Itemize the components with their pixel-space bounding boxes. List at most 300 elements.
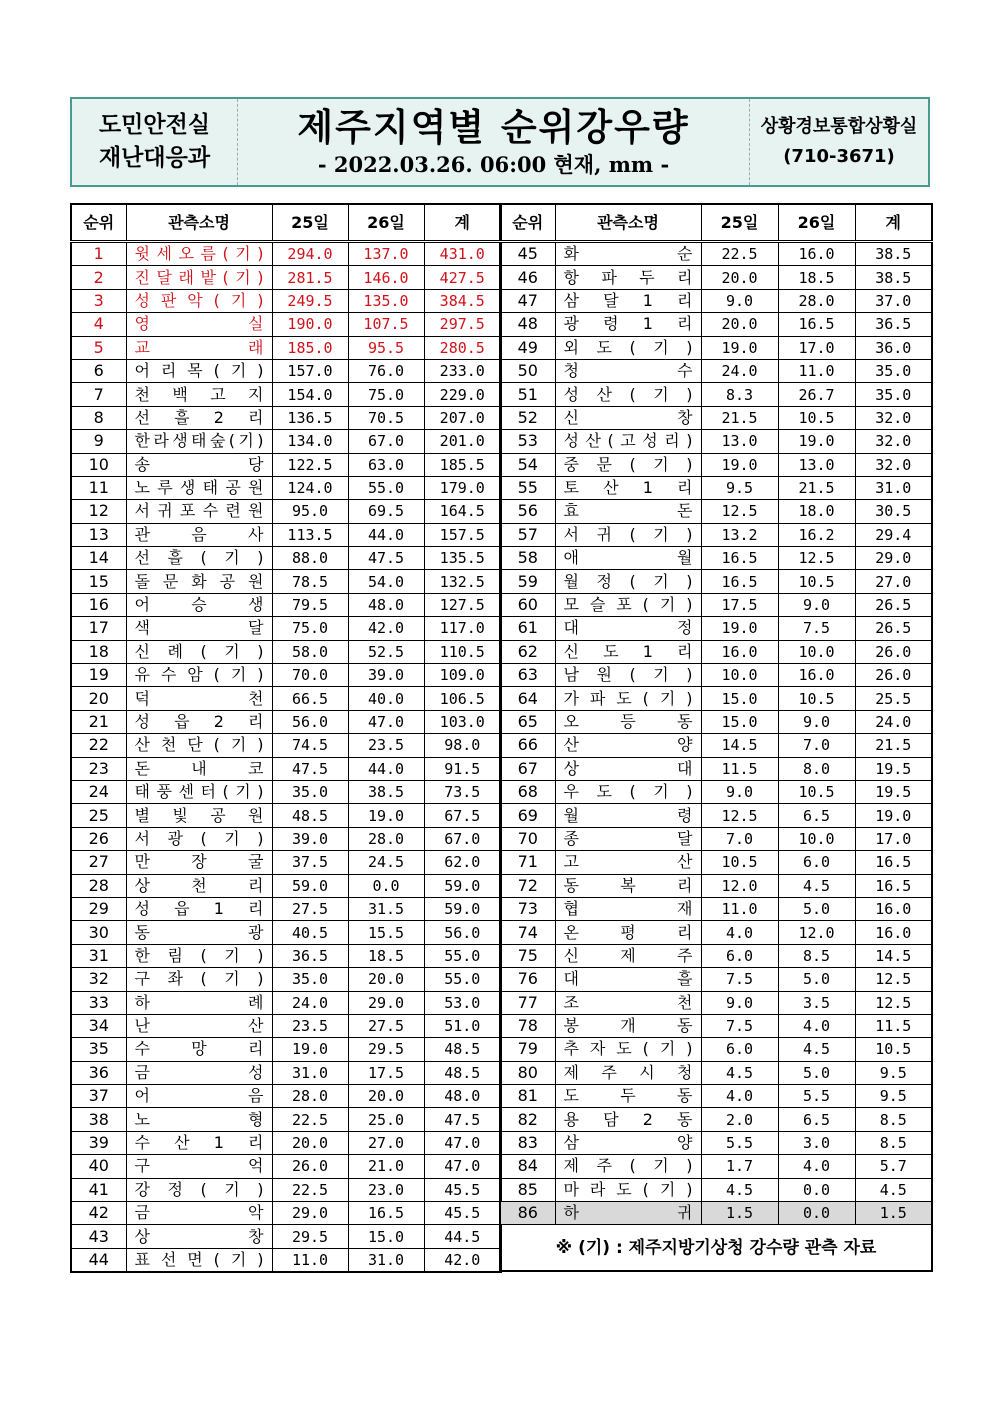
station-name-cell — [126, 1155, 272, 1178]
table-row — [500, 1155, 932, 1178]
value-total: 110.5 — [424, 640, 501, 663]
value-d26: 4.0 — [778, 1014, 855, 1037]
rank-cell: 10 — [71, 453, 126, 476]
value-total: 8.5 — [855, 1108, 932, 1131]
table-row — [500, 453, 932, 476]
value-total: 42.0 — [424, 1248, 501, 1272]
rank-cell: 28 — [71, 874, 126, 897]
station-name: 수 망 리 — [134, 1039, 264, 1059]
value-total: 35.0 — [855, 359, 932, 382]
value-d25: 19.0 — [701, 617, 778, 640]
value-d25: 66.5 — [272, 687, 348, 710]
value-d25: 122.5 — [272, 453, 348, 476]
value-d25: 19.0 — [701, 336, 778, 359]
office-name: 상황경보통합상황실 — [760, 116, 918, 137]
station-name-cell — [555, 383, 701, 406]
station-name: 신 도 1 리 — [563, 641, 693, 661]
station-name: 조 천 — [563, 992, 693, 1012]
value-d26: 63.0 — [348, 453, 424, 476]
station-name: 서 광 ( 기 ) — [134, 828, 264, 848]
value-d25: 70.0 — [272, 664, 348, 687]
station-name-cell — [555, 921, 701, 944]
station-name: 표 선 면 ( 기 ) — [134, 1249, 264, 1269]
table-row — [71, 1248, 501, 1272]
table-row — [71, 289, 501, 312]
value-total: 36.5 — [855, 313, 932, 336]
station-name: 용 담 2 동 — [563, 1109, 693, 1129]
station-name-cell — [555, 1085, 701, 1108]
station-name: 구 좌 ( 기 ) — [134, 969, 264, 989]
table-row — [71, 1178, 501, 1201]
value-total: 280.5 — [424, 336, 501, 359]
station-name-cell — [555, 874, 701, 897]
rank-cell: 7 — [71, 383, 126, 406]
value-total: 47.0 — [424, 1155, 501, 1178]
value-total: 179.0 — [424, 476, 501, 499]
station-name: 서 귀 ( 기 ) — [563, 524, 693, 544]
value-d26: 9.0 — [778, 593, 855, 616]
station-name-cell — [555, 968, 701, 991]
value-d25: 13.0 — [701, 430, 778, 453]
value-d26: 38.5 — [348, 780, 424, 803]
value-total: 29.0 — [855, 547, 932, 570]
table-row — [500, 780, 932, 803]
station-name: 대 정 — [563, 618, 693, 638]
rank-cell: 53 — [500, 430, 555, 453]
value-d25: 58.0 — [272, 640, 348, 663]
station-name: 관 음 사 — [134, 524, 264, 544]
station-name-cell — [555, 757, 701, 780]
value-total: 127.5 — [424, 593, 501, 616]
station-name: 천 백 고 지 — [134, 384, 264, 404]
value-d26: 12.5 — [778, 547, 855, 570]
station-name-cell — [126, 617, 272, 640]
value-total: 32.0 — [855, 453, 932, 476]
value-d26: 0.0 — [348, 874, 424, 897]
value-d26: 15.0 — [348, 1225, 424, 1248]
station-name-cell — [126, 1038, 272, 1061]
rank-cell: 26 — [71, 827, 126, 850]
value-total: 109.0 — [424, 664, 501, 687]
value-total: 9.5 — [855, 1061, 932, 1084]
table-row — [500, 874, 932, 897]
value-total: 26.0 — [855, 640, 932, 663]
value-total: 185.5 — [424, 453, 501, 476]
station-name: 선 흘 2 리 — [134, 407, 264, 427]
rank-cell: 3 — [71, 289, 126, 312]
value-total: 117.0 — [424, 617, 501, 640]
value-d25: 20.0 — [701, 266, 778, 289]
table-row — [71, 593, 501, 616]
value-d26: 5.0 — [778, 968, 855, 991]
value-total: 11.5 — [855, 1014, 932, 1037]
value-total: 157.5 — [424, 523, 501, 546]
rank-cell: 42 — [71, 1202, 126, 1225]
value-d26: 31.0 — [348, 1248, 424, 1272]
station-name: 중 문 ( 기 ) — [563, 454, 693, 474]
value-total: 56.0 — [424, 921, 501, 944]
table-row — [500, 1202, 932, 1225]
value-d26: 16.2 — [778, 523, 855, 546]
value-d26: 47.0 — [348, 710, 424, 733]
rank-cell: 16 — [71, 593, 126, 616]
rank-cell: 81 — [500, 1085, 555, 1108]
value-total: 16.5 — [855, 851, 932, 874]
value-d25: 294.0 — [272, 242, 348, 266]
station-name: 신 제 주 — [563, 945, 693, 965]
value-d25: 7.0 — [701, 827, 778, 850]
value-d26: 5.0 — [778, 1061, 855, 1084]
station-name-cell — [126, 1108, 272, 1131]
value-d25: 56.0 — [272, 710, 348, 733]
station-name: 어 리 목 ( 기 ) — [134, 361, 264, 381]
rank-cell: 65 — [500, 710, 555, 733]
station-name-cell — [555, 523, 701, 546]
value-d26: 27.5 — [348, 1014, 424, 1037]
value-d25: 4.0 — [701, 921, 778, 944]
value-d25: 48.5 — [272, 804, 348, 827]
value-d25: 10.5 — [701, 851, 778, 874]
value-d26: 29.5 — [348, 1038, 424, 1061]
value-d25: 249.5 — [272, 289, 348, 312]
value-d25: 4.5 — [701, 1061, 778, 1084]
station-name-cell — [555, 266, 701, 289]
table-row — [500, 710, 932, 733]
value-d26: 47.5 — [348, 547, 424, 570]
station-name-cell — [126, 827, 272, 850]
value-d26: 42.0 — [348, 617, 424, 640]
col-day26: 26일 — [348, 204, 424, 242]
station-name-cell — [555, 336, 701, 359]
station-name-cell — [126, 500, 272, 523]
rank-cell: 86 — [500, 1202, 555, 1225]
table-row — [71, 523, 501, 546]
rank-cell: 36 — [71, 1061, 126, 1084]
rank-cell: 6 — [71, 359, 126, 382]
value-total: 59.0 — [424, 897, 501, 920]
station-name-cell — [555, 734, 701, 757]
table-row — [71, 453, 501, 476]
station-name-cell — [555, 570, 701, 593]
value-d26: 10.0 — [778, 640, 855, 663]
station-name-cell — [555, 547, 701, 570]
rank-cell: 64 — [500, 687, 555, 710]
rank-cell: 75 — [500, 944, 555, 967]
rank-cell: 18 — [71, 640, 126, 663]
value-d26: 20.0 — [348, 1085, 424, 1108]
table-row — [500, 897, 932, 920]
rank-cell: 79 — [500, 1038, 555, 1061]
station-name: 도 두 동 — [563, 1086, 693, 1106]
station-name: 성 산 ( 고 성 리 ) — [563, 431, 693, 451]
value-total: 67.5 — [424, 804, 501, 827]
value-d26: 23.5 — [348, 734, 424, 757]
station-name-cell — [555, 827, 701, 850]
value-total: 297.5 — [424, 313, 501, 336]
station-name-cell — [126, 359, 272, 382]
table-row — [71, 570, 501, 593]
value-d26: 19.0 — [348, 804, 424, 827]
rank-cell: 61 — [500, 617, 555, 640]
value-total: 51.0 — [424, 1014, 501, 1037]
value-total: 26.5 — [855, 593, 932, 616]
table-row — [71, 944, 501, 967]
station-name: 유 수 암 ( 기 ) — [134, 665, 264, 685]
table-row — [71, 1155, 501, 1178]
value-d26: 23.0 — [348, 1178, 424, 1201]
value-total: 19.5 — [855, 780, 932, 803]
value-d25: 79.5 — [272, 593, 348, 616]
station-name: 구 억 — [134, 1156, 264, 1176]
station-name-cell — [555, 664, 701, 687]
col-total: 계 — [855, 204, 932, 242]
office-block — [750, 99, 928, 185]
col-day25: 25일 — [701, 204, 778, 242]
station-name-cell — [126, 1178, 272, 1201]
value-d25: 24.0 — [272, 991, 348, 1014]
table-row — [71, 804, 501, 827]
value-d26: 10.5 — [778, 406, 855, 429]
table-row — [500, 500, 932, 523]
station-name-cell — [555, 1202, 701, 1225]
table-row — [500, 476, 932, 499]
value-d26: 17.5 — [348, 1061, 424, 1084]
station-name-cell — [555, 1108, 701, 1131]
table-row — [71, 266, 501, 289]
value-d26: 31.5 — [348, 897, 424, 920]
value-total: 26.5 — [855, 617, 932, 640]
station-name-cell — [555, 687, 701, 710]
value-d25: 4.0 — [701, 1085, 778, 1108]
table-row — [71, 313, 501, 336]
value-total: 12.5 — [855, 968, 932, 991]
rank-cell: 77 — [500, 991, 555, 1014]
rank-cell: 45 — [500, 242, 555, 266]
station-name-cell — [126, 734, 272, 757]
table-row — [71, 359, 501, 382]
station-name-cell — [555, 617, 701, 640]
value-d25: 2.0 — [701, 1108, 778, 1131]
station-name: 윗 세 오 름 ( 기 ) — [134, 244, 264, 264]
value-d25: 26.0 — [272, 1155, 348, 1178]
rank-cell: 84 — [500, 1155, 555, 1178]
value-total: 31.0 — [855, 476, 932, 499]
value-total: 36.0 — [855, 336, 932, 359]
station-name: 청 수 — [563, 361, 693, 381]
table-row — [500, 664, 932, 687]
station-name: 교 래 — [134, 337, 264, 357]
value-total: 47.0 — [424, 1131, 501, 1154]
table-row — [500, 757, 932, 780]
table-row — [500, 1038, 932, 1061]
station-name-cell — [555, 944, 701, 967]
rank-cell: 74 — [500, 921, 555, 944]
rank-cell: 5 — [71, 336, 126, 359]
station-name: 금 성 — [134, 1062, 264, 1082]
value-total: 38.5 — [855, 242, 932, 266]
value-d25: 74.5 — [272, 734, 348, 757]
value-total: 48.0 — [424, 1085, 501, 1108]
value-d25: 9.0 — [701, 780, 778, 803]
station-name-cell — [126, 1061, 272, 1084]
station-name: 송 당 — [134, 454, 264, 474]
station-name: 제 주 시 청 — [563, 1062, 693, 1082]
table-row — [71, 1061, 501, 1084]
value-d25: 23.5 — [272, 1014, 348, 1037]
value-d25: 6.0 — [701, 944, 778, 967]
rank-cell: 73 — [500, 897, 555, 920]
table-row — [500, 734, 932, 757]
value-d26: 16.0 — [778, 242, 855, 266]
value-d25: 190.0 — [272, 313, 348, 336]
title-block — [238, 99, 750, 185]
value-d26: 7.0 — [778, 734, 855, 757]
value-d25: 12.0 — [701, 874, 778, 897]
value-d26: 75.0 — [348, 383, 424, 406]
station-name-cell — [126, 547, 272, 570]
station-name-cell — [126, 1248, 272, 1272]
table-row — [500, 851, 932, 874]
station-name: 노 형 — [134, 1109, 264, 1129]
value-d25: 11.0 — [272, 1248, 348, 1272]
rank-cell: 34 — [71, 1014, 126, 1037]
table-row — [71, 687, 501, 710]
value-total: 19.0 — [855, 804, 932, 827]
table-row — [500, 1108, 932, 1131]
table-row — [71, 757, 501, 780]
value-total: 229.0 — [424, 383, 501, 406]
station-name-cell — [126, 968, 272, 991]
value-d26: 8.5 — [778, 944, 855, 967]
station-name: 외 도 ( 기 ) — [563, 337, 693, 357]
table-row — [71, 500, 501, 523]
value-d26: 3.5 — [778, 991, 855, 1014]
value-d26: 107.5 — [348, 313, 424, 336]
value-total: 10.5 — [855, 1038, 932, 1061]
value-d26: 54.0 — [348, 570, 424, 593]
value-total: 98.0 — [424, 734, 501, 757]
value-d26: 44.0 — [348, 523, 424, 546]
value-d25: 21.5 — [701, 406, 778, 429]
value-total: 32.0 — [855, 430, 932, 453]
station-name: 제 주 ( 기 ) — [563, 1156, 693, 1176]
rank-cell: 20 — [71, 687, 126, 710]
value-d26: 10.0 — [778, 827, 855, 850]
value-total: 73.5 — [424, 780, 501, 803]
value-total: 38.5 — [855, 266, 932, 289]
value-d26: 21.5 — [778, 476, 855, 499]
station-name: 한 림 ( 기 ) — [134, 945, 264, 965]
value-d26: 18.5 — [778, 266, 855, 289]
value-d25: 15.0 — [701, 710, 778, 733]
rank-cell: 43 — [71, 1225, 126, 1248]
table-row — [500, 921, 932, 944]
table-row — [71, 874, 501, 897]
value-d25: 31.0 — [272, 1061, 348, 1084]
rank-cell: 66 — [500, 734, 555, 757]
value-d26: 20.0 — [348, 968, 424, 991]
station-name-cell — [126, 570, 272, 593]
station-name-cell — [555, 991, 701, 1014]
station-name: 산 천 단 ( 기 ) — [134, 735, 264, 755]
station-name-cell — [126, 1225, 272, 1248]
value-d26: 70.5 — [348, 406, 424, 429]
rank-cell: 51 — [500, 383, 555, 406]
value-d25: 16.0 — [701, 640, 778, 663]
station-name: 신 창 — [563, 407, 693, 427]
rank-cell: 59 — [500, 570, 555, 593]
table-row — [71, 780, 501, 803]
table-row — [500, 1085, 932, 1108]
station-name-cell — [126, 266, 272, 289]
value-d25: 39.0 — [272, 827, 348, 850]
value-total: 30.5 — [855, 500, 932, 523]
value-d25: 29.5 — [272, 1225, 348, 1248]
station-name: 고 산 — [563, 852, 693, 872]
rank-cell: 58 — [500, 547, 555, 570]
station-name-cell — [126, 921, 272, 944]
rank-cell: 44 — [71, 1248, 126, 1272]
station-name: 광 령 1 리 — [563, 314, 693, 334]
station-name: 서 귀 포 수 련 원 — [134, 501, 264, 521]
value-d26: 13.0 — [778, 453, 855, 476]
rank-cell: 70 — [500, 827, 555, 850]
station-name-cell — [126, 593, 272, 616]
value-d25: 78.5 — [272, 570, 348, 593]
station-name-cell — [555, 242, 701, 266]
station-name-cell — [126, 406, 272, 429]
value-total: 14.5 — [855, 944, 932, 967]
rank-cell: 68 — [500, 780, 555, 803]
value-d25: 1.5 — [701, 1202, 778, 1225]
rank-cell: 55 — [500, 476, 555, 499]
station-name-cell — [126, 1131, 272, 1154]
value-d25: 113.5 — [272, 523, 348, 546]
value-d25: 75.0 — [272, 617, 348, 640]
rank-cell: 52 — [500, 406, 555, 429]
value-d26: 28.0 — [778, 289, 855, 312]
station-name-cell — [555, 1014, 701, 1037]
rank-cell: 21 — [71, 710, 126, 733]
value-d25: 47.5 — [272, 757, 348, 780]
value-d25: 9.0 — [701, 289, 778, 312]
value-total: 48.5 — [424, 1038, 501, 1061]
value-d26: 12.0 — [778, 921, 855, 944]
station-name-cell — [555, 359, 701, 382]
value-total: 132.5 — [424, 570, 501, 593]
value-d25: 88.0 — [272, 547, 348, 570]
station-name-cell — [555, 1155, 701, 1178]
value-total: 32.0 — [855, 406, 932, 429]
station-name: 협 재 — [563, 899, 693, 919]
rank-cell: 67 — [500, 757, 555, 780]
table-row — [71, 242, 501, 266]
station-name: 추 자 도 ( 기 ) — [563, 1039, 693, 1059]
station-name-cell — [126, 1085, 272, 1108]
value-total: 384.5 — [424, 289, 501, 312]
value-d26: 4.0 — [778, 1155, 855, 1178]
station-name-cell — [126, 476, 272, 499]
station-name-cell — [126, 1202, 272, 1225]
value-d26: 18.5 — [348, 944, 424, 967]
station-name: 효 돈 — [563, 501, 693, 521]
value-total: 59.0 — [424, 874, 501, 897]
value-d26: 40.0 — [348, 687, 424, 710]
rank-cell: 54 — [500, 453, 555, 476]
table-row — [500, 336, 932, 359]
value-d25: 40.5 — [272, 921, 348, 944]
value-d26: 10.5 — [778, 687, 855, 710]
